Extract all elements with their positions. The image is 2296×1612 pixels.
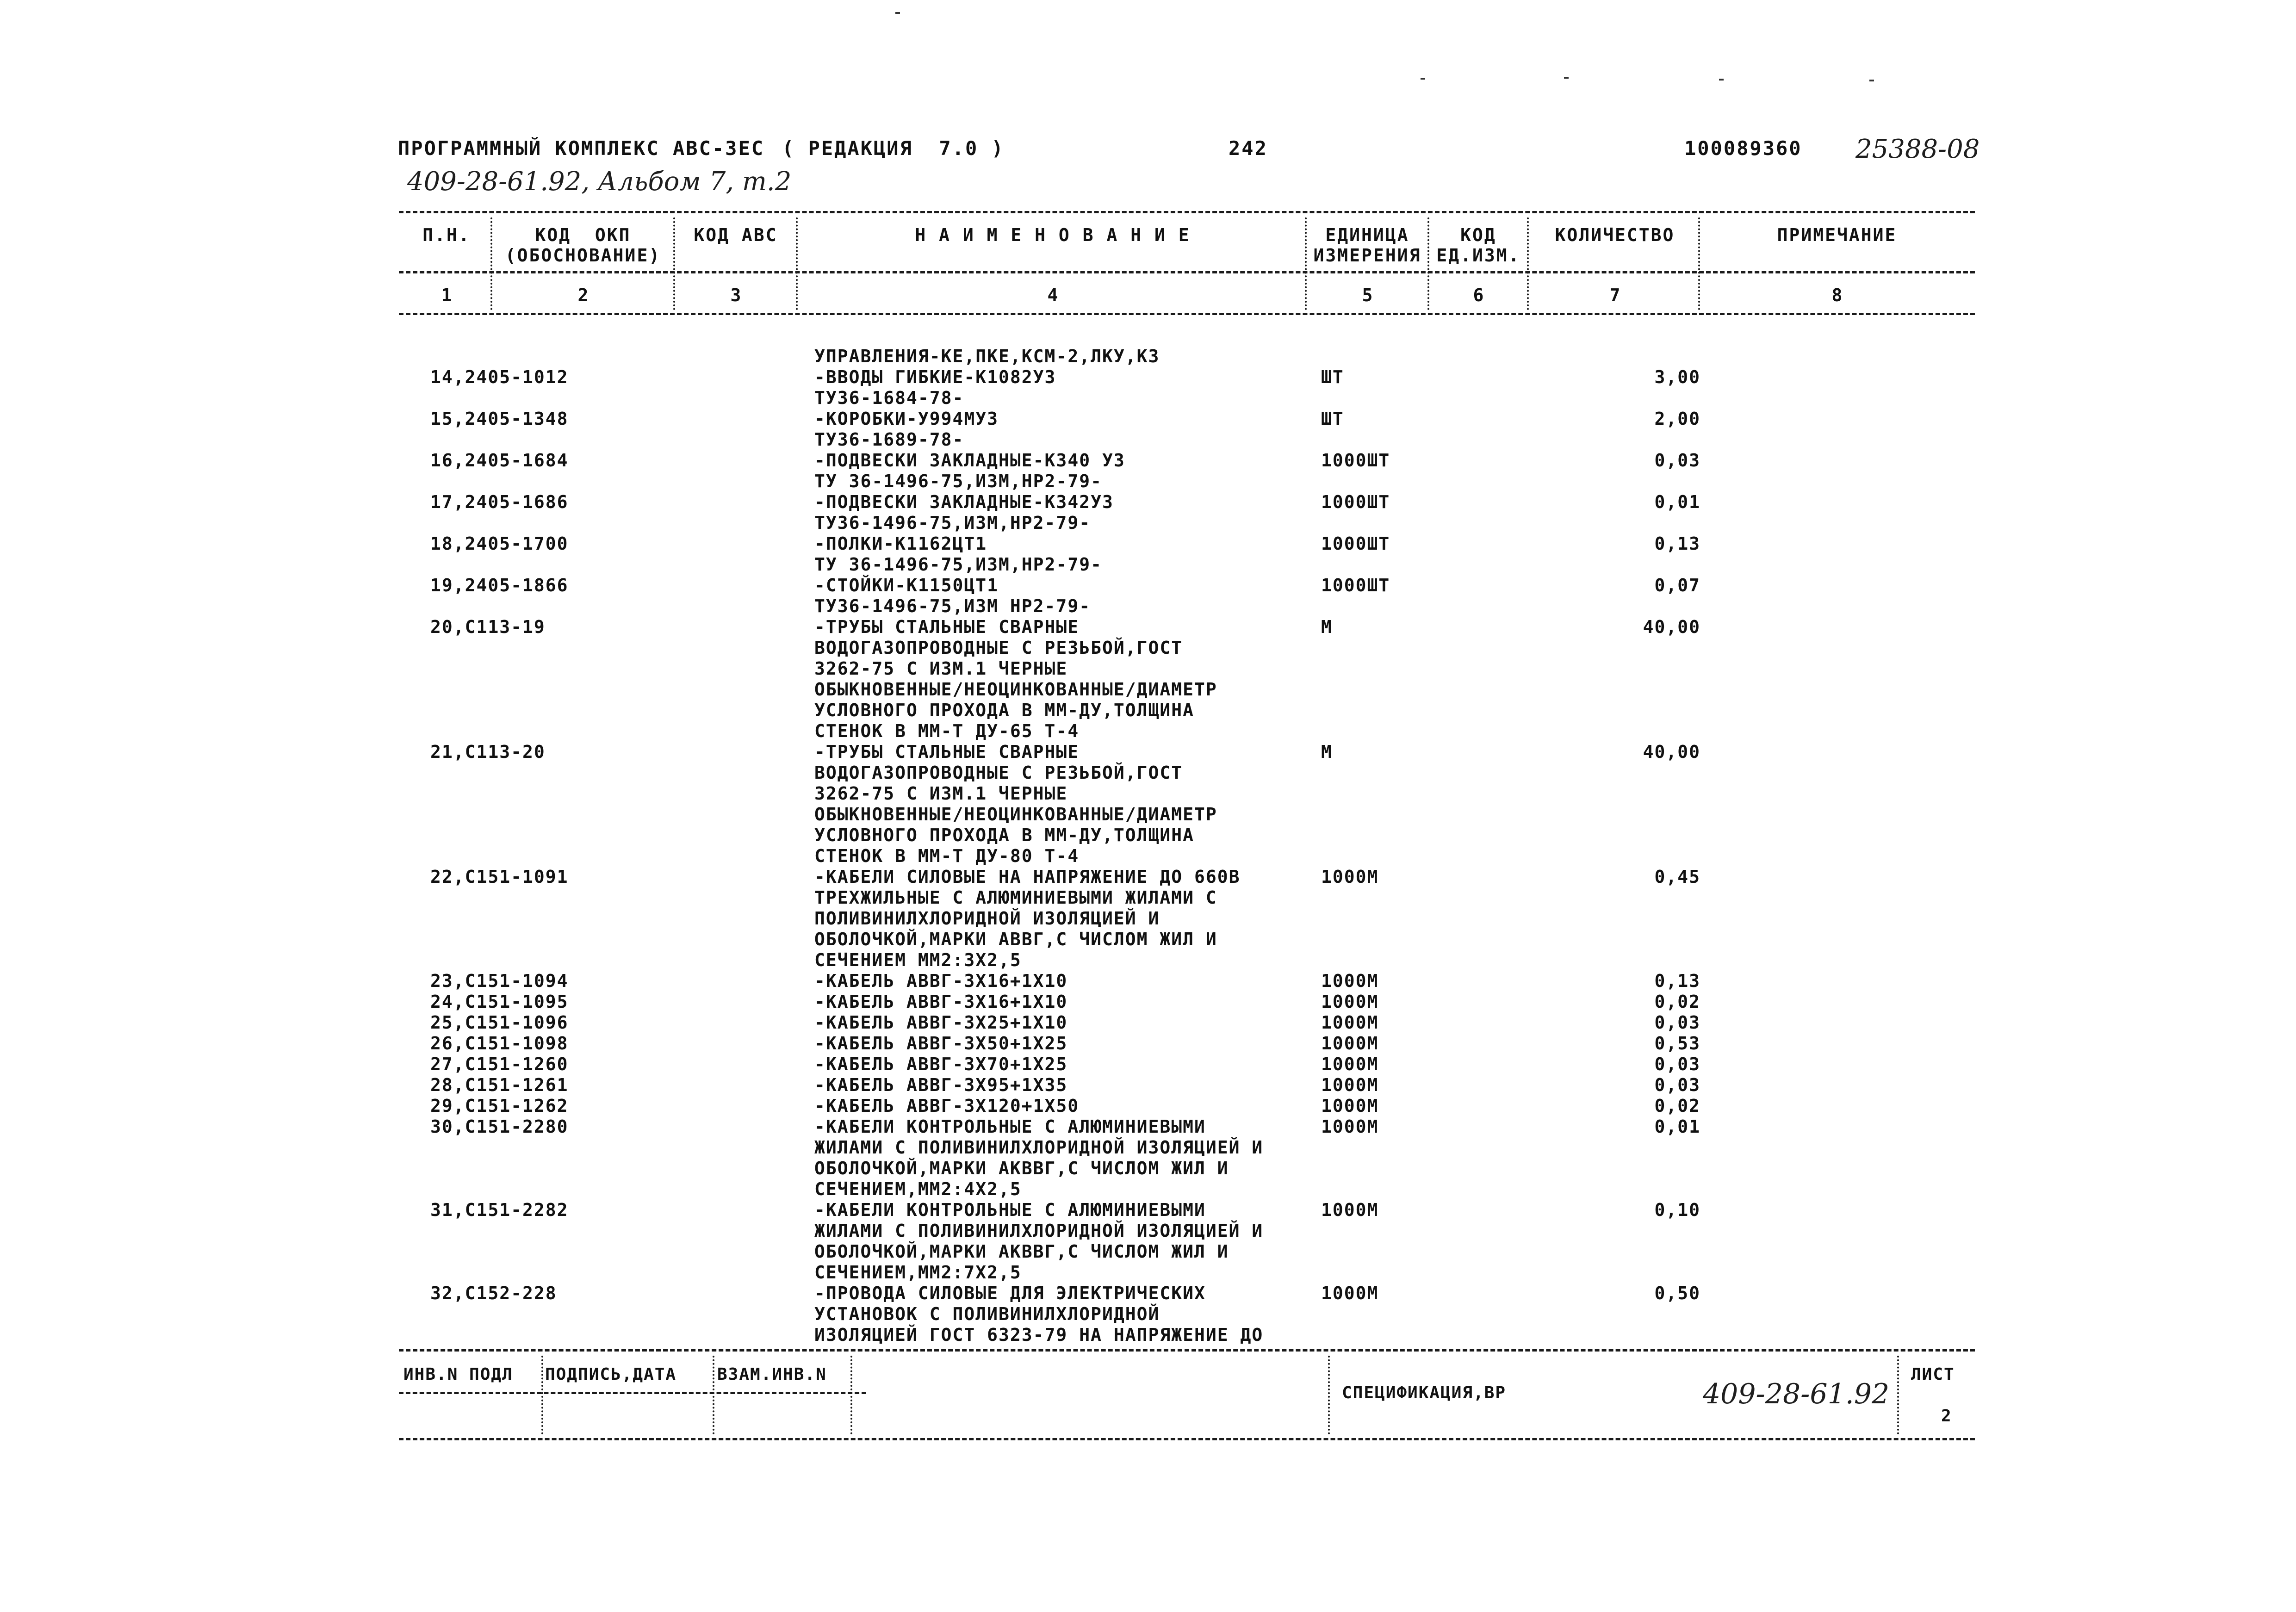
row-quantity: 0,03	[1654, 1012, 1700, 1033]
row-unit: ШТ	[1321, 409, 1344, 429]
footer-separator	[541, 1356, 543, 1434]
row-name: -ПОДВЕСКИ ЗАКЛАДНЫЕ-К342У3 ТУ36-1496-75,ИЗМ,НР2-79-	[814, 492, 1114, 533]
row-code: 29,С151-1262	[430, 1096, 569, 1116]
row-quantity: 0,45	[1654, 867, 1700, 887]
footer-separator	[1897, 1356, 1899, 1434]
row-quantity: 2,00	[1654, 409, 1700, 429]
col-number: 7	[1609, 285, 1620, 305]
row-quantity: 0,07	[1654, 575, 1700, 595]
row-name: -КАБЕЛЬ АВВГ-3Х25+1Х10	[814, 1012, 1068, 1033]
row-code: 14,2405-1012	[430, 367, 569, 387]
col-header-unit-code: КОД ЕД.ИЗМ.	[1436, 225, 1520, 266]
row-unit: 1000ШТ	[1321, 492, 1390, 512]
col-header-abc: КОД АВС	[694, 225, 778, 245]
row-name: -КАБЕЛЬ АВВГ-3Х95+1Х35	[814, 1075, 1068, 1095]
col-number: 4	[1047, 285, 1058, 305]
row-quantity: 0,53	[1654, 1033, 1700, 1054]
col-header-quantity: КОЛИЧЕСТВО	[1555, 225, 1675, 245]
col-number: 6	[1473, 285, 1484, 305]
row-name: -КАБЕЛЬ АВВГ-3Х16+1Х10	[814, 992, 1068, 1012]
row-unit: 1000М	[1321, 1200, 1379, 1220]
doc-code: 100089360	[1684, 137, 1802, 160]
row-unit: М	[1321, 617, 1333, 637]
row-code: 20,С113-19	[430, 617, 546, 637]
row-name: -КАБЕЛЬ АВВГ-3Х120+1Х50	[814, 1096, 1080, 1116]
row-unit: 1000М	[1321, 992, 1379, 1012]
row-code: 25,С151-1096	[430, 1012, 569, 1033]
col-separator	[673, 217, 675, 310]
col-separator	[490, 217, 492, 310]
row-unit: 1000М	[1321, 1012, 1379, 1033]
row-name: -КАБЕЛЬ АВВГ-3Х70+1Х25	[814, 1054, 1068, 1074]
header-bottom-rule	[399, 271, 1975, 273]
row-code: 30,С151-2280	[430, 1116, 569, 1137]
col-header-note: ПРИМЕЧАНИЕ	[1777, 225, 1897, 245]
col-separator	[1527, 217, 1529, 310]
col-number: 5	[1362, 285, 1373, 305]
footer-vzam-label: ВЗАМ.ИНВ.N	[717, 1365, 827, 1384]
row-code: 26,С151-1098	[430, 1033, 569, 1054]
page-number: 242	[1229, 137, 1268, 160]
row-name: -КАБЕЛЬ АВВГ-3Х16+1Х10	[814, 971, 1068, 991]
footer-mid-rule	[399, 1392, 866, 1394]
row-name: -КАБЕЛЬ АВВГ-3Х50+1Х25	[814, 1033, 1068, 1054]
scan-mark	[1564, 77, 1569, 79]
handwritten-album: 409-28-61.92, Альбом 7, т.2	[407, 167, 792, 197]
row-quantity: 0,13	[1654, 533, 1700, 554]
row-code: 22,С151-1091	[430, 867, 569, 887]
scan-mark	[1421, 78, 1425, 80]
col-header-pn: П.Н.	[422, 225, 471, 245]
row-name: -КАБЕЛИ СИЛОВЫЕ НА НАПРЯЖЕНИЕ ДО 660В ТРЕХЖИЛЬНЫЕ С АЛЮМИНИЕВЫМИ ЖИЛАМИ С ПОЛИВИНИЛХЛОРИДНОЙ ИЗОЛЯЦИЕЙ И ОБОЛОЧКОЙ,МАРКИ АВВГ,С ЧИСЛОМ ЖИЛ И СЕЧЕНИЕМ ММ2:3Х2,5	[814, 867, 1241, 970]
footer-inv-label: ИНВ.N ПОДЛ	[403, 1365, 513, 1384]
footer-spec-label: СПЕЦИФИКАЦИЯ,ВР	[1342, 1383, 1507, 1402]
row-code: 21,С113-20	[430, 742, 546, 762]
row-unit: 1000М	[1321, 1054, 1379, 1074]
row-quantity: 0,02	[1654, 992, 1700, 1012]
col-header-okp: КОД ОКП (ОБОСНОВАНИЕ)	[505, 225, 661, 266]
col-number: 8	[1831, 285, 1843, 305]
col-separator	[1305, 217, 1307, 310]
handwritten-number: 25388-08	[1855, 134, 1980, 164]
row-quantity: 0,02	[1654, 1096, 1700, 1116]
row-unit: 1000ШТ	[1321, 533, 1390, 554]
row-unit: 1000М	[1321, 1096, 1379, 1116]
sheet-label: ЛИСТ	[1911, 1365, 1955, 1384]
row-name: -ТРУБЫ СТАЛЬНЫЕ СВАРНЫЕ ВОДОГАЗОПРОВОДНЫЕ С РЕЗЬБОЙ,ГОСТ 3262-75 С ИЗМ.1 ЧЕРНЫЕ ОБЫКНОВЕННЫЕ/НЕОЦИНКОВАННЫЕ/ДИАМЕТР УСЛОВНОГО ПРОХОДА В ММ-ДУ,ТОЛЩИНА СТЕНОК В ММ-Т ДУ-80 Т-4	[814, 742, 1217, 866]
row-quantity: 40,00	[1643, 742, 1700, 762]
row-code: 27,С151-1260	[430, 1054, 569, 1074]
row-quantity: 3,00	[1654, 367, 1700, 387]
footer-separator	[1328, 1356, 1330, 1434]
row-code: 31,С151-2282	[430, 1200, 569, 1220]
row-name: -ТРУБЫ СТАЛЬНЫЕ СВАРНЫЕ ВОДОГАЗОПРОВОДНЫЕ С РЕЗЬБОЙ,ГОСТ 3262-75 С ИЗМ.1 ЧЕРНЫЕ ОБЫКНОВЕННЫЕ/НЕОЦИНКОВАННЫЕ/ДИАМЕТР УСЛОВНОГО ПРОХОДА В ММ-ДУ,ТОЛЩИНА СТЕНОК В ММ-Т ДУ-65 Т-4	[814, 617, 1217, 741]
row-unit: 1000М	[1321, 867, 1379, 887]
row-unit: 1000М	[1321, 1283, 1379, 1303]
row-name: -СТОЙКИ-К1150ЦТ1 ТУ36-1496-75,ИЗМ НР2-79-	[814, 575, 1091, 616]
program-title: ПРОГРАММНЫЙ КОМПЛЕКС АВС-ЗЕС	[398, 137, 765, 160]
scan-mark	[1719, 79, 1724, 81]
col-number: 2	[577, 285, 589, 305]
row-code: 32,С152-228	[430, 1283, 557, 1303]
scan-mark	[1869, 80, 1874, 81]
row-quantity: 0,10	[1654, 1200, 1700, 1220]
footer-top-rule	[399, 1349, 1975, 1352]
table-top-rule	[399, 211, 1975, 213]
row-unit: 1000М	[1321, 1075, 1379, 1095]
row-quantity: 0,03	[1654, 450, 1700, 471]
footer-handwritten-code: 409-28-61.92	[1703, 1378, 1890, 1410]
row-code: 19,2405-1866	[430, 575, 569, 595]
row-unit: М	[1321, 742, 1333, 762]
row-name: УПРАВЛЕНИЯ-КЕ,ПКЕ,КСМ-2,ЛКУ,КЗ	[814, 346, 1160, 366]
col-header-name: Н А И М Е Н О В А Н И Е	[915, 225, 1191, 245]
row-quantity: 0,03	[1654, 1054, 1700, 1074]
row-quantity: 0,01	[1654, 492, 1700, 512]
row-code: 23,С151-1094	[430, 971, 569, 991]
row-unit: ШТ	[1321, 367, 1344, 387]
row-unit: 1000ШТ	[1321, 450, 1390, 471]
footer-sign-label: ПОДПИСЬ,ДАТА	[545, 1365, 677, 1384]
row-code: 16,2405-1684	[430, 450, 569, 471]
col-number: 3	[730, 285, 741, 305]
col-header-unit: ЕДИНИЦА ИЗМЕРЕНИЯ	[1313, 225, 1421, 266]
numbers-bottom-rule	[399, 313, 1975, 315]
scan-mark	[895, 12, 900, 14]
row-name: -ВВОДЫ ГИБКИЕ-К1082У3 ТУ36-1684-78-	[814, 367, 1056, 408]
edition-label: ( РЕДАКЦИЯ 7.0 )	[782, 137, 1005, 160]
row-code: 15,2405-1348	[430, 409, 569, 429]
footer-separator	[713, 1356, 714, 1434]
row-code: 17,2405-1686	[430, 492, 569, 512]
row-name: -ПОДВЕСКИ ЗАКЛАДНЫЕ-К340 У3 ТУ 36-1496-75,ИЗМ,НР2-79-	[814, 450, 1125, 491]
col-number: 1	[441, 285, 452, 305]
row-name: -КОРОБКИ-У994МУ3 ТУ36-1689-78-	[814, 409, 999, 450]
col-separator	[796, 217, 798, 310]
row-code: 18,2405-1700	[430, 533, 569, 554]
row-unit: 1000М	[1321, 1033, 1379, 1054]
row-unit: 1000М	[1321, 1116, 1379, 1137]
row-unit: 1000М	[1321, 971, 1379, 991]
col-separator	[1427, 217, 1429, 310]
row-code: 24,С151-1095	[430, 992, 569, 1012]
row-quantity: 0,13	[1654, 971, 1700, 991]
row-unit: 1000ШТ	[1321, 575, 1390, 595]
sheet-number: 2	[1941, 1407, 1952, 1426]
row-code: 28,С151-1261	[430, 1075, 569, 1095]
row-name: -ПРОВОДА СИЛОВЫЕ ДЛЯ ЭЛЕКТРИЧЕСКИХ УСТАНОВОК С ПОЛИВИНИЛХЛОРИДНОЙ ИЗОЛЯЦИЕЙ ГОСТ 6323-79 НА НАПРЯЖЕНИЕ ДО	[814, 1283, 1264, 1345]
footer-separator	[850, 1356, 852, 1434]
row-name: -ПОЛКИ-К1162ЦТ1 ТУ 36-1496-75,ИЗМ,НР2-79-	[814, 533, 1102, 575]
row-quantity: 40,00	[1643, 617, 1700, 637]
row-quantity: 0,03	[1654, 1075, 1700, 1095]
row-quantity: 0,01	[1654, 1116, 1700, 1137]
row-quantity: 0,50	[1654, 1283, 1700, 1303]
row-name: -КАБЕЛИ КОНТРОЛЬНЫЕ С АЛЮМИНИЕВЫМИ ЖИЛАМИ С ПОЛИВИНИЛХЛОРИДНОЙ ИЗОЛЯЦИЕЙ И ОБОЛОЧКОЙ,МАРКИ АКВВГ,С ЧИСЛОМ ЖИЛ И СЕЧЕНИЕМ,ММ2:4Х2,5	[814, 1116, 1264, 1199]
footer-bottom-rule	[399, 1438, 1975, 1440]
row-name: -КАБЕЛИ КОНТРОЛЬНЫЕ С АЛЮМИНИЕВЫМИ ЖИЛАМИ С ПОЛИВИНИЛХЛОРИДНОЙ ИЗОЛЯЦИЕЙ И ОБОЛОЧКОЙ,МАРКИ АКВВГ,С ЧИСЛОМ ЖИЛ И СЕЧЕНИЕМ,ММ2:7Х2,5	[814, 1200, 1264, 1283]
col-separator	[1698, 217, 1700, 310]
